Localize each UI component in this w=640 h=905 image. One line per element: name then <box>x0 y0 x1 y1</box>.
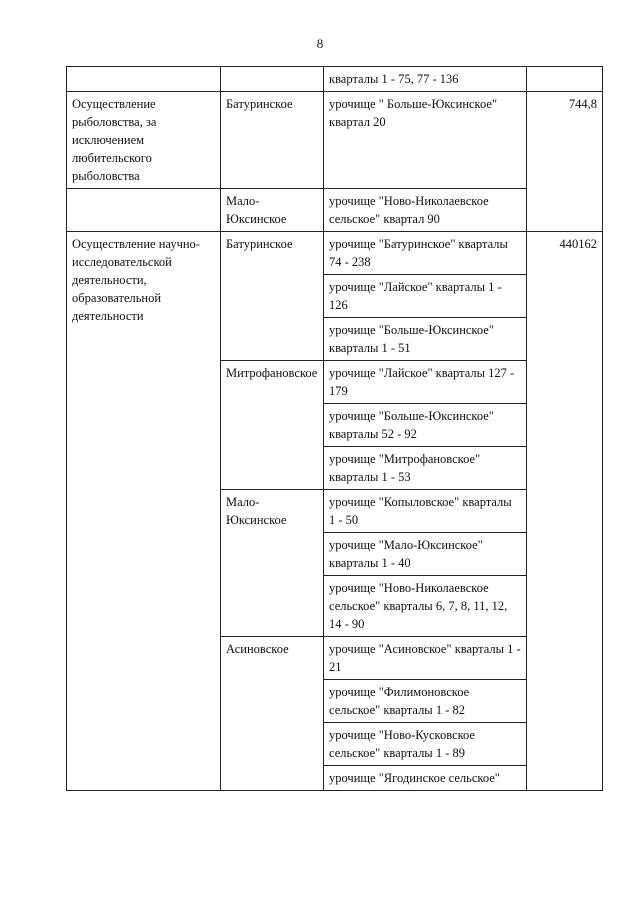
forestry-cell: Митрофановское <box>221 361 324 490</box>
parcels-cell: урочище "Лайское" кварталы 1 - 126 <box>324 275 527 318</box>
activity-cell: Осуществление научно-исследовательской деятельности, образовательной деятельности <box>67 232 221 791</box>
parcels-cell: кварталы 1 - 75, 77 - 136 <box>324 67 527 92</box>
parcels-cell: урочище "Батуринское" кварталы 74 - 238 <box>324 232 527 275</box>
parcels-cell: урочище "Ягодинское сельское" <box>324 766 527 791</box>
table-row <box>67 189 603 232</box>
parcels-cell: урочище " Больше-Юксинское" квартал 20 <box>324 92 527 189</box>
area-cell <box>527 67 603 92</box>
parcels-cell: урочище "Лайское" кварталы 127 - 179 <box>324 361 527 404</box>
forestry-cell: Мало-Юксинское <box>221 490 324 637</box>
table-row <box>67 232 603 275</box>
table-row <box>67 92 603 189</box>
forestry-cell <box>221 67 324 92</box>
activity-cell: Осуществление рыболовства, за исключением любительского рыболовства <box>67 92 221 189</box>
parcels-cell: урочище "Филимоновское сельское" кварталы 1 - 82 <box>324 680 527 723</box>
forestry-cell: Батуринское <box>221 232 324 361</box>
parcels-cell: урочище "Ново-Николаевское сельское" кварталы 6, 7, 8, 11, 12, 14 - 90 <box>324 576 527 637</box>
parcels-cell: урочище "Копыловское" кварталы 1 - 50 <box>324 490 527 533</box>
parcels-cell: урочище "Асиновское" кварталы 1 - 21 <box>324 637 527 680</box>
area-cell: 440162 <box>527 232 603 791</box>
table-row <box>67 67 603 92</box>
area-cell: 744,8 <box>527 92 603 232</box>
page-number: 8 <box>316 36 324 51</box>
activity-cell <box>67 67 221 92</box>
parcels-cell: урочище "Ново-Николаевское сельское" квартал 90 <box>324 189 527 232</box>
forest-use-table <box>66 66 603 791</box>
parcels-cell: урочище "Больше-Юксинское" кварталы 1 - 51 <box>324 318 527 361</box>
parcels-cell: урочище "Митрофановское" кварталы 1 - 53 <box>324 447 527 490</box>
parcels-cell: урочище "Мало-Юксинское" кварталы 1 - 40 <box>324 533 527 576</box>
forestry-cell: Асиновское <box>221 637 324 791</box>
activity-cell <box>67 189 221 232</box>
parcels-cell: урочище "Больше-Юксинское" кварталы 52 - 92 <box>324 404 527 447</box>
forestry-cell: Батуринское <box>221 92 324 189</box>
forestry-cell: Мало-Юксинское <box>221 189 324 232</box>
parcels-cell: урочище "Ново-Кусковское сельское" кварталы 1 - 89 <box>324 723 527 766</box>
